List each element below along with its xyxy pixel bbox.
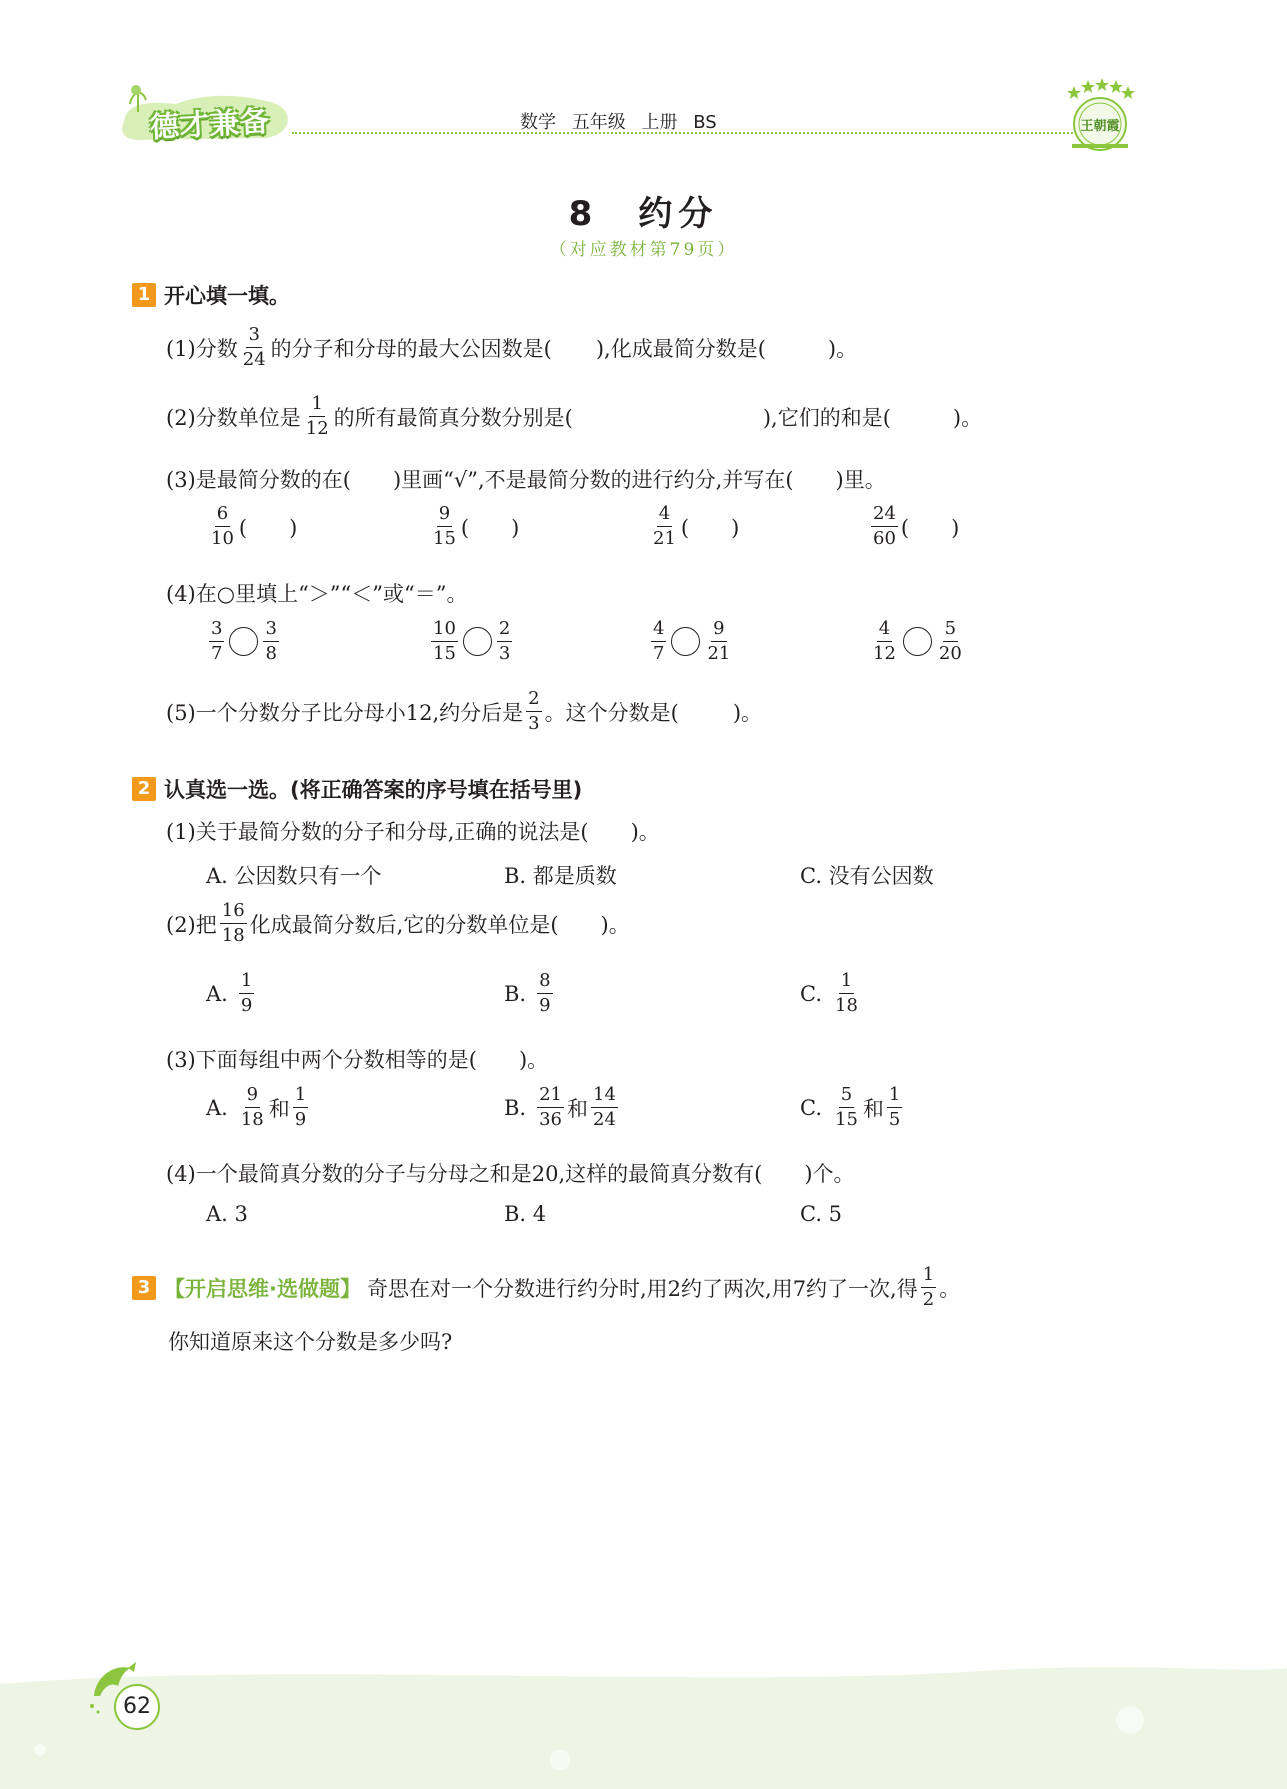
compare-circle[interactable] [903, 627, 932, 656]
s3-question: 3 【开启思维·选做题】 奇思在对一个分数进行约分时,用2约了两次,用7约了一次,得 $\frac{1}{2}$ 。 [132, 1266, 960, 1309]
s1-q4-pair-4 [868, 620, 967, 663]
answer-blank[interactable]: ( ) [900, 515, 960, 540]
answer-blank[interactable]: ( ) [680, 515, 740, 540]
s1-q3-item-4 [868, 505, 959, 548]
fraction: $\frac{10}{15}$ [433, 618, 456, 664]
header-info [520, 108, 717, 134]
s2-q3-option-a[interactable]: A. $\frac{9}{18}$ 和 $\frac{1}{9}$ [206, 1084, 307, 1130]
s2-q4-option-b[interactable]: B. 4 [504, 1202, 547, 1226]
brand-logo-text: 德才兼备 [149, 103, 271, 145]
s2-q3-option-b[interactable]: B. $\frac{21}{36}$ 和 $\frac{14}{24}$ [504, 1084, 616, 1130]
s1-question-1: (1)分数 $\frac{3}{24}$ 的分子和分母的最大公因数是( ),化成最简分数是( )。 [166, 324, 858, 370]
fraction: $\frac{5}{20}$ [938, 618, 962, 664]
s2-question-3: (3)下面每组中两个分数相等的是( )。 [166, 1048, 549, 1072]
fraction: $\frac{14}{24}$ [593, 1084, 616, 1130]
s2-q1-option-a[interactable]: A. 公因数只有一个 [206, 864, 382, 888]
fraction: $\frac{2}{3}$ [528, 688, 540, 734]
s1-q4-pair-1 [206, 620, 282, 663]
s2-q4-option-c[interactable]: C. 5 [800, 1202, 843, 1226]
lesson-title: 8 约分 [568, 194, 719, 234]
fraction: $\frac{21}{36}$ [539, 1084, 563, 1130]
fraction: $\frac{3}{7}$ [211, 618, 223, 664]
lesson-reference: （对应教材第79页） [549, 240, 738, 260]
s1-question-3: (3)是最简分数的在( )里画“√”,不是最简分数的进行约分,并写在( )里。 [166, 468, 886, 492]
fraction: $\frac{4}{21}$ [653, 503, 676, 549]
s1-question-2: (2)分数单位是 $\frac{1}{12}$ 的所有最简真分数分别是( ),它们的和是( )。 [166, 393, 983, 439]
page-number: 62 [114, 1684, 160, 1730]
header-volume: 上册 [641, 112, 678, 133]
section2-title: 认真选一选。(将正确答案的序号填在括号里) [164, 778, 583, 802]
section1-title: 开心填一填。 [164, 284, 290, 308]
fraction: $\frac{1}{2}$ [922, 1264, 935, 1310]
answer-blank[interactable]: ( ) [238, 515, 298, 540]
fraction: $\frac{5}{15}$ [835, 1084, 858, 1130]
s2-q1-option-c[interactable]: C. 没有公因数 [800, 864, 934, 888]
s1-q3-item-3 [648, 505, 739, 548]
s2-q1-option-b[interactable]: B. 都是质数 [504, 864, 617, 888]
section1-header [132, 280, 290, 310]
fraction: $\frac{8}{9}$ [539, 970, 551, 1016]
fraction: $\frac{4}{12}$ [873, 618, 896, 664]
author-seal-icon [1060, 76, 1140, 160]
compare-circle[interactable] [463, 627, 492, 656]
s2-q4-option-a[interactable]: A. 3 [206, 1202, 248, 1226]
fraction: $\frac{9}{21}$ [707, 618, 731, 664]
s1-question-5: (5)一个分数分子比分母小12,约分后是 $\frac{2}{3}$ 。这个分数是( )。 [166, 688, 763, 734]
s1-q4-pair-2 [428, 620, 515, 663]
header-subject: 数学 [520, 112, 556, 133]
fraction: $\frac{2}{3}$ [498, 618, 511, 664]
fraction: $\frac{4}{7}$ [653, 618, 665, 664]
compare-circle[interactable] [229, 627, 258, 656]
fraction: $\frac{1}{9}$ [240, 970, 253, 1016]
fraction: $\frac{1}{9}$ [294, 1084, 307, 1130]
s2-q2-option-b[interactable]: B. $\frac{8}{9}$ [504, 970, 551, 1016]
fraction: $\frac{9}{15}$ [433, 503, 456, 549]
author-seal-text: 王朝霞 [1080, 119, 1120, 134]
header-grade: 五年级 [571, 112, 626, 133]
fraction: $\frac{3}{8}$ [265, 618, 277, 664]
fraction: $\frac{24}{60}$ [873, 503, 896, 549]
s2-question-1: (1)关于最简分数的分子和分母,正确的说法是( )。 [166, 820, 660, 844]
fraction: $\frac{1}{5}$ [888, 1084, 901, 1130]
s2-q3-option-c[interactable]: C. $\frac{5}{15}$ 和 $\frac{1}{5}$ [800, 1084, 901, 1130]
s2-question-4: (4)一个最简真分数的分子与分母之和是20,这样的最简真分数有( )个。 [166, 1162, 855, 1186]
fraction: $\frac{6}{10}$ [211, 503, 234, 549]
section2-number: 2 [132, 777, 156, 801]
s3-question-line2: 你知道原来这个分数是多少吗? [168, 1330, 453, 1354]
s2-question-2: (2)把 $\frac{16}{18}$ 化成最简分数后,它的分数单位是( )。 [166, 900, 630, 946]
fraction: $\frac{16}{18}$ [221, 900, 245, 946]
section3-number: 3 [132, 1276, 156, 1300]
s2-q2-option-a[interactable]: A. $\frac{1}{9}$ [206, 970, 253, 1016]
fraction: $\frac{1}{12}$ [305, 393, 329, 439]
section2-header [132, 774, 582, 804]
s2-q2-option-c[interactable]: C. $\frac{1}{18}$ [800, 970, 858, 1016]
fraction: $\frac{9}{18}$ [240, 1084, 264, 1130]
header-edition: BS [693, 112, 717, 133]
section3-tag: 【开启思维·选做题】 [164, 1276, 361, 1301]
s1-question-4: (4)在○里填上“＞”“＜”或“＝”。 [166, 582, 468, 606]
footer-decoration [0, 1660, 1287, 1789]
s1-q3-item-1 [206, 505, 297, 548]
compare-circle[interactable] [671, 627, 700, 656]
section1-number: 1 [132, 283, 156, 307]
fraction: $\frac{1}{18}$ [835, 970, 858, 1016]
s1-q4-pair-3 [648, 620, 735, 663]
fraction: $\frac{3}{24}$ [242, 324, 266, 370]
s1-q3-item-2 [428, 505, 519, 548]
answer-blank[interactable]: ( ) [460, 515, 520, 540]
